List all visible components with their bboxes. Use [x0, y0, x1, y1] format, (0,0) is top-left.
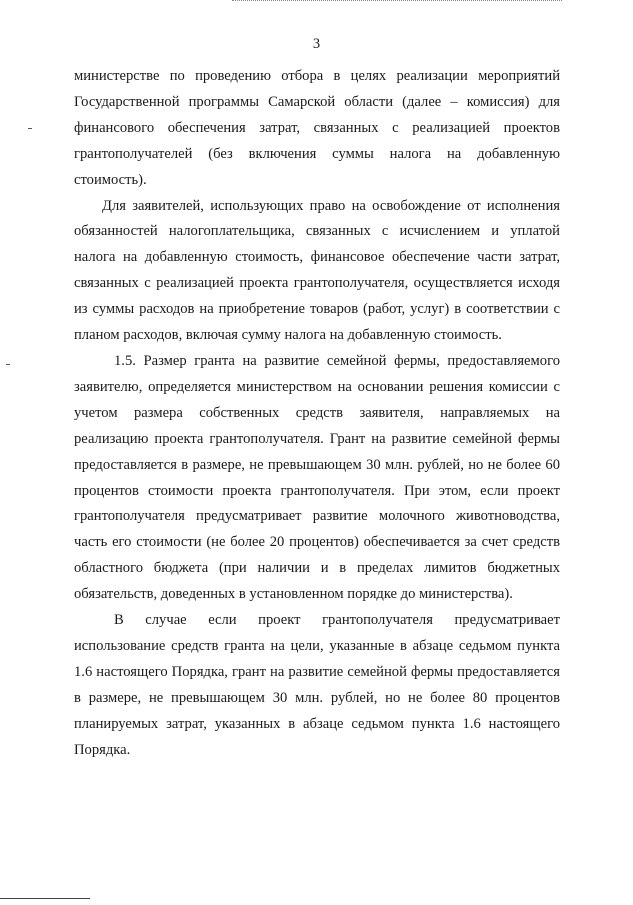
paragraph-vat-exemption: Для заявителей, использующих право на освобождение от исполнения обязанностей налогоплательщика, связанных с исчислением и уплатой налога на добавленную стоимость, финансовое обеспечение части затрат, связанных с реализацией проекта грантополучателя, осуществляется исходя из суммы расходов на приобретение товаров (работ, услуг) в соответствии с планом расходов, включая сумму налога на добавленную стоимость.: [74, 197, 560, 344]
scan-artifact-bottom-line: [0, 898, 90, 899]
document-body: [74, 64, 560, 763]
scan-artifact-top-line: [232, 0, 562, 2]
paragraph-1-5-grant-size: 1.5. Размер гранта на развитие семейной фермы, предоставляемого заявителю, определяется министерством на основании решения комиссии с учетом размера собственных средств заявителя, направляемых на реализацию проекта грантополучателя. Грант на развитие семейной фермы предоставляется в размере, не превышающем 30 млн. рублей, но не более 60 процентов стоимости проекта грантополучателя. При этом, если проект грантополучателя предусматривает развитие молочного животноводства, часть его стоимости (не более 20 процентов) обеспечивается за счет средств областного бюджета (при наличии и в пределах лимитов бюджетных обязательств, доведенных в установленном порядке до министерства).: [74, 352, 560, 603]
paragraph-continuation: министерстве по проведению отбора в целях реализации мероприятий Государственной программы Самарской области (далее – комиссия) для финансового обеспечения затрат, связанных с реализацией проектов грантополучателей (без включения суммы налога на добавленную стоимость).: [74, 68, 560, 188]
page-number: 3: [312, 36, 321, 52]
scan-artifact-dot: [6, 364, 10, 365]
paragraph-grant-use-case: В случае если проект грантополучателя предусматривает использование средств гранта на цели, указанные в абзаце седьмом пункта 1.6 настоящего Порядка, грант на развитие семейной фермы предоставляется в размере, не превышающем 30 млн. рублей, но не более 80 процентов планируемых затрат, указанных в абзаце седьмом пункта 1.6 настоящего Порядка.: [74, 612, 560, 758]
scan-artifact-dot: [28, 128, 32, 129]
